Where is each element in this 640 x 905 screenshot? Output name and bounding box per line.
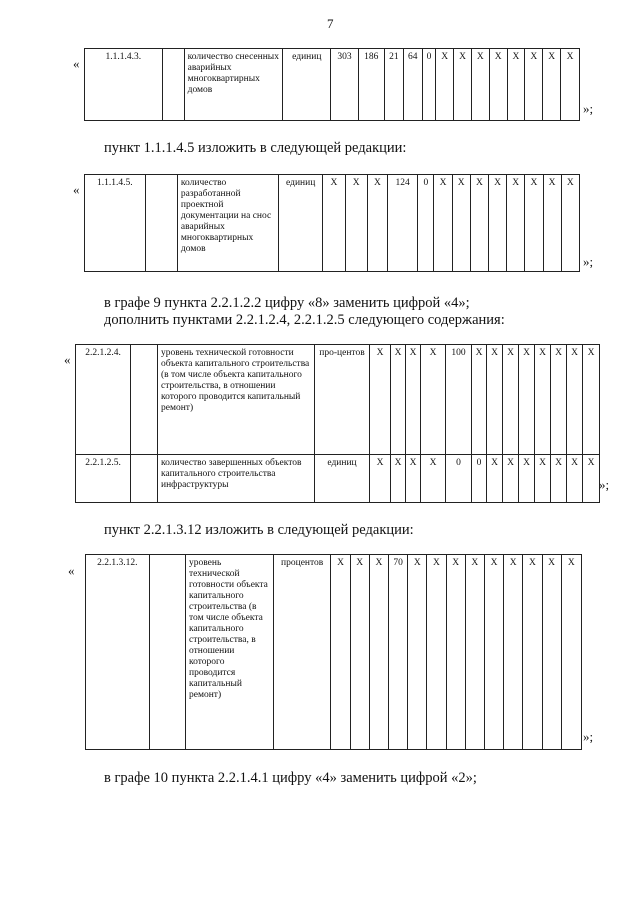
- row-name: уровень технической готовности объекта капитального строительства (в том числе объекта капитального строительства, в отношении которого проводится капитальный ремонт): [158, 345, 315, 455]
- value-cell: X: [519, 455, 535, 503]
- value-cell: X: [406, 455, 421, 503]
- value-cell: X: [535, 455, 551, 503]
- value-cell: X: [507, 175, 525, 272]
- row-code: 1.1.1.4.3.: [85, 49, 163, 121]
- value-cell: X: [434, 175, 452, 272]
- table-block-3: [75, 344, 600, 503]
- row-code: 1.1.1.4.5.: [85, 175, 146, 272]
- row-code: 2.2.1.2.5.: [76, 455, 131, 503]
- table-row: [76, 345, 600, 455]
- table-block-2: [84, 174, 580, 272]
- value-cell: X: [472, 345, 487, 455]
- value-cell: X: [452, 175, 470, 272]
- paragraph: в графе 10 пункта 2.2.1.4.1 цифру «4» заменить цифрой «2»;: [104, 770, 477, 786]
- value-cell: X: [525, 175, 543, 272]
- value-cell: 124: [388, 175, 418, 272]
- value-cell: 21: [384, 49, 403, 121]
- value-cell: X: [551, 345, 567, 455]
- close-quote: »;: [583, 101, 594, 116]
- empty-cell: [145, 175, 177, 272]
- table-row: [85, 175, 580, 272]
- value-cell: 186: [358, 49, 384, 121]
- value-cell: X: [487, 455, 503, 503]
- empty-cell: [131, 455, 158, 503]
- value-cell: X: [567, 455, 583, 503]
- table-block-4: [85, 554, 582, 750]
- value-cell: X: [519, 345, 535, 455]
- value-cell: X: [504, 555, 523, 750]
- value-cell: X: [331, 555, 350, 750]
- value-cell: X: [484, 555, 503, 750]
- close-quote: »;: [583, 729, 594, 744]
- value-cell: X: [465, 555, 484, 750]
- row-unit: единиц: [315, 455, 370, 503]
- value-cell: X: [427, 555, 446, 750]
- row-name: уровень технической готовности объекта капитального строительства (в том числе объекта капитального строительства, в отношении которого проводится капитальный ремонт): [186, 555, 274, 750]
- value-cell: 0: [418, 175, 434, 272]
- value-cell: X: [369, 555, 388, 750]
- value-cell: 0: [422, 49, 436, 121]
- value-cell: X: [488, 175, 506, 272]
- row-unit: процентов: [273, 555, 331, 750]
- open-quote: «: [73, 182, 80, 197]
- value-cell: X: [489, 49, 507, 121]
- row-unit: единиц: [278, 175, 322, 272]
- row-name: количество завершенных объектов капитального строительства инфраструктуры: [158, 455, 315, 503]
- value-cell: X: [503, 455, 519, 503]
- value-cell: X: [350, 555, 369, 750]
- value-cell: 64: [403, 49, 422, 121]
- value-cell: X: [345, 175, 367, 272]
- value-cell: X: [507, 49, 525, 121]
- value-cell: X: [470, 175, 488, 272]
- paragraph: пункт 2.2.1.3.12 изложить в следующей редакции:: [104, 522, 414, 538]
- value-cell: X: [421, 345, 446, 455]
- row-unit: единиц: [283, 49, 331, 121]
- value-cell: X: [543, 49, 561, 121]
- value-cell: X: [503, 345, 519, 455]
- row-unit: про-центов: [315, 345, 370, 455]
- empty-cell: [162, 49, 184, 121]
- value-cell: 100: [446, 345, 472, 455]
- close-quote: »;: [599, 477, 610, 492]
- paragraph: пункт 1.1.1.4.5 изложить в следующей редакции:: [104, 140, 407, 156]
- value-cell: 0: [472, 455, 487, 503]
- value-cell: X: [525, 49, 543, 121]
- table-block-1: [84, 48, 580, 121]
- value-cell: X: [406, 345, 421, 455]
- value-cell: X: [408, 555, 427, 750]
- value-cell: X: [583, 345, 600, 455]
- value-cell: X: [370, 455, 391, 503]
- value-cell: X: [436, 49, 454, 121]
- value-cell: X: [561, 175, 579, 272]
- value-cell: X: [367, 175, 387, 272]
- table-row: [76, 455, 600, 503]
- value-cell: X: [391, 455, 406, 503]
- close-quote: »;: [583, 254, 594, 269]
- value-cell: X: [370, 345, 391, 455]
- value-cell: X: [561, 49, 580, 121]
- value-cell: X: [543, 175, 561, 272]
- value-cell: X: [567, 345, 583, 455]
- table-row: [86, 555, 582, 750]
- value-cell: X: [535, 345, 551, 455]
- value-cell: 70: [389, 555, 408, 750]
- value-cell: X: [454, 49, 472, 121]
- value-cell: X: [391, 345, 406, 455]
- value-cell: X: [471, 49, 489, 121]
- paragraph: в графе 9 пункта 2.2.1.2.2 цифру «8» заменить цифрой «4»;: [104, 295, 470, 311]
- value-cell: X: [487, 345, 503, 455]
- value-cell: 303: [331, 49, 358, 121]
- value-cell: X: [523, 555, 542, 750]
- row-name: количество снесенных аварийных многоквартирных домов: [184, 49, 283, 121]
- value-cell: X: [446, 555, 465, 750]
- value-cell: X: [551, 455, 567, 503]
- empty-cell: [131, 345, 158, 455]
- row-code: 2.2.1.3.12.: [86, 555, 150, 750]
- empty-cell: [149, 555, 185, 750]
- paragraph: дополнить пунктами 2.2.1.2.4, 2.2.1.2.5 следующего содержания:: [104, 312, 505, 328]
- value-cell: X: [561, 555, 581, 750]
- row-name: количество разработанной проектной документации на снос аварийных многоквартирных домов: [177, 175, 278, 272]
- open-quote: «: [73, 56, 80, 71]
- value-cell: X: [583, 455, 600, 503]
- value-cell: 0: [446, 455, 472, 503]
- page-number: 7: [327, 16, 334, 31]
- value-cell: X: [421, 455, 446, 503]
- row-code: 2.2.1.2.4.: [76, 345, 131, 455]
- open-quote: «: [64, 352, 71, 367]
- open-quote: «: [68, 563, 75, 578]
- table-row: [85, 49, 580, 121]
- value-cell: X: [323, 175, 345, 272]
- value-cell: X: [542, 555, 561, 750]
